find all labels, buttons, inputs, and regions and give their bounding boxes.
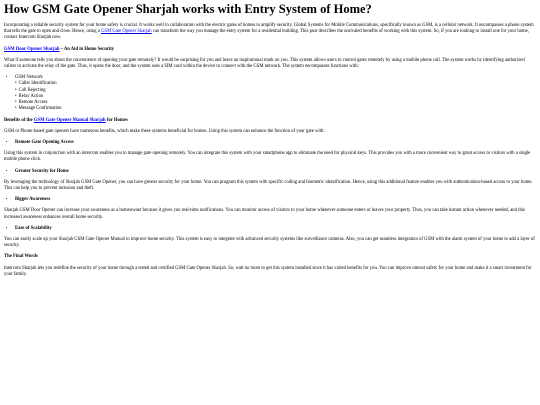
gsm-gate-opener-link[interactable]: GSM Gate Opener Sharjah — [100, 29, 152, 34]
final-paragraph: Intercom Sharjah lets you redefine the security of your home through a tested and certified GSM Gate Opener Sharjah. So, wait no more to get this system installed since it has varied benefits for you. You can improve utmost safety for your home and make it a smart investment for your family. — [4, 265, 532, 277]
functions-sublist — [15, 81, 536, 112]
page-title: How GSM Gate Opener Sharjah works with Entry System of Home? — [4, 2, 372, 16]
benefit-text-awareness: Sharjah GSM Door Opener can increase your awareness as a homeowner because it gives you real-time notifications. You can monitor access of visitors to your home whenever someone enters or leaves your property. Thus, you can take instant action whenever needed, and this increased awareness enhances overall home security. — [4, 208, 525, 220]
benefit-text-scalability: You can easily scale up your Sharjah GSM Gate Opener Manual to improve home security. This system is easy to integrate with advanced security systems like surveillance cameras. Also, you can get seamless integration of GSM with the alarm system of your home to add a layer of security. — [4, 236, 535, 249]
list-item: • Relay Action — [15, 94, 536, 100]
benefits-paragraph: GSM or Phone-based gate openers have numerous benefits, which make these systems beneficial for homes. Using this system can enhance the function of your gate with: — [4, 128, 325, 134]
list-item: • Caller Identification — [15, 81, 536, 87]
benefit-text-remote: Using this system in conjunction with an intercom enables you to manage gate opening remotely. You can integrate this system with your smartphone app to eliminate the need for physical keys. This provides you with a more convenient way to grant access to visitors with a single mobile phone click. — [4, 151, 531, 163]
functions-top-label: GSM Network — [15, 75, 43, 81]
list-item: • Message Confirmation — [15, 106, 536, 112]
gsm-door-opener-link[interactable]: GSM Door Opener Sharjah — [4, 46, 60, 52]
functions-list — [4, 75, 536, 113]
aid-heading — [4, 47, 536, 53]
list-item: • Greater Security for Home — [15, 169, 536, 175]
list-item: • Bigger Awareness — [15, 197, 536, 203]
final-heading: The Final Words — [4, 254, 38, 260]
benefits-heading-post: for Homes — [105, 117, 128, 123]
benefit-text-security: By leveraging the technology of Sharjah GSM Gate Opener, you can have greater security for your home. You can program this system with specific coding and biometric identification. Hence, using this additional feature enables you with authentication-based access to your home. This can help you to prevent intrusion and theft. — [4, 179, 533, 191]
list-item: • Call Rejecting — [15, 88, 536, 94]
aid-paragraph: What if someone tells you about the convenience of opening your gate remotely? It would be surprising for you and leave an inspirational mark on you. This system allows users to control gates remotely by using a mobile phone call. The system works by identifying authorized callers to activate the relay of the gate. Thus, it opens the door, and the system uses a SIM card within the device to connect with the GSM network. The system encompasses functions with: — [4, 57, 525, 69]
list-item — [15, 75, 536, 113]
benefit-heading-remote — [4, 140, 536, 146]
list-item: • Remote Gate Opening Access — [15, 140, 536, 146]
aid-heading-rest: – An Aid in Home Security — [59, 46, 115, 52]
list-item: • Remote Access — [15, 100, 536, 106]
gsm-gate-opener-manual-link[interactable]: GSM Gate Opener Manual Sharjah — [33, 117, 106, 123]
benefit-heading-awareness — [4, 197, 536, 203]
list-item: • Ease of Scalability — [15, 226, 536, 232]
benefit-heading-scalability — [4, 226, 536, 232]
intro-paragraph — [4, 23, 536, 42]
benefits-heading-pre: Benefits of the — [4, 117, 34, 123]
benefits-heading — [4, 118, 536, 124]
benefit-heading-security — [4, 169, 536, 175]
intro-text-after: can transform the way you manage the entry system for a residential building. This post describes the unrivaled benefits of working with this system. So, if you are looking to install one for your home, contact Intercom Sharjah now. — [4, 29, 529, 41]
intro-text-before: Incorporating a reliable security system for your home safety is crucial. It works well in collaboration with the electric gates of homes to amplify security. Global Systems for Mobile Communications, specifically known as GSM, is a cellular network. It encompasses a phone system that tells the gate to open and close. Hence, using a — [4, 22, 534, 34]
